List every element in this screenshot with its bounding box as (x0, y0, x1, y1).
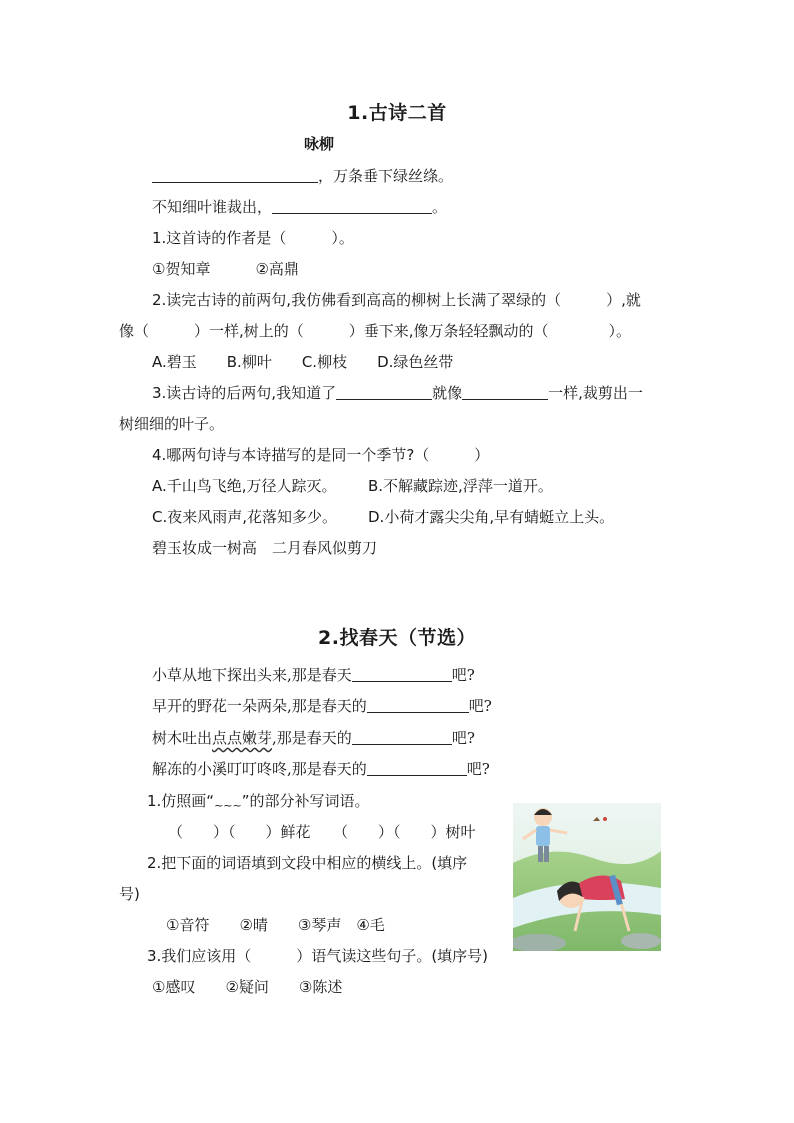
question-1-options: ①贺知章 ②高鼎 (152, 260, 299, 278)
question-2-line-2: 像（ ）一样,树上的（ ）垂下来,像万条轻轻飘动的（ ）。 (119, 322, 632, 340)
question-text: ”的部分补写词语。 (241, 792, 370, 810)
distant-flower (603, 817, 607, 821)
passage-text: 早开的野花一朵两朵,那是春天的 (152, 697, 367, 715)
answer-blank[interactable] (352, 666, 452, 682)
question-3-line-2: 树细细的叶子。 (119, 415, 225, 433)
passage-line-4 (152, 759, 490, 779)
wavy-underlined-text: 点点嫩芽 (212, 729, 273, 747)
answer-blank[interactable] (367, 697, 469, 713)
passage-text: 小草从地下探出头来,那是春天 (152, 666, 352, 684)
question-1: 1.这首诗的作者是（ ）。 (152, 229, 354, 247)
question-3-text: 一样,裁剪出一 (548, 384, 643, 402)
answer-blank[interactable] (352, 729, 452, 745)
passage-text: 吧? (451, 666, 475, 684)
passage-text: 解冻的小溪叮叮咚咚,那是春天的 (152, 760, 367, 778)
passage-text: 吧? (451, 729, 475, 747)
boy-shirt (536, 826, 550, 846)
poem-title: 咏柳 (304, 135, 335, 153)
section2-question-2-line-1: 2.把下面的词语填到文段中相应的横线上。(填序 (147, 854, 468, 872)
wavy-mark: ~~~ (214, 799, 242, 812)
passage-text: 树木吐出 (152, 729, 213, 747)
answer-blank[interactable] (462, 384, 548, 400)
answer-hint: 碧玉妆成一树高 二月春风似剪刀 (152, 539, 378, 557)
answer-blank[interactable] (152, 167, 318, 183)
section2-question-1-fill: （ ）（ ）鲜花 （ ）（ ）树叶 (168, 823, 476, 841)
question-4-option-d: D.小荷才露尖尖角,早有蜻蜓立上头。 (368, 508, 615, 526)
children-spring-illustration (513, 803, 661, 951)
passage-line-3 (152, 728, 475, 748)
passage-text: 吧? (468, 697, 492, 715)
question-2-line-1: 2.读完古诗的前两句,我仿佛看到高高的柳树上长满了翠绿的（ ）,就 (152, 291, 641, 309)
poem-line-1-text: ，万条垂下绿丝绦。 (318, 167, 454, 185)
passage-line-1 (152, 665, 475, 685)
poem-line-2-text: 不知细叶谁裁出， (152, 198, 273, 216)
section1-title: 1.古诗二首 (347, 102, 447, 124)
question-4-option-b: B.不解藏踪迹,浮萍一道开。 (368, 477, 553, 495)
section2-question-2-line-2: 号) (119, 885, 140, 903)
question-4: 4.哪两句诗与本诗描写的是同一个季节?（ ） (152, 446, 490, 464)
passage-line-2 (152, 696, 492, 716)
answer-blank[interactable] (336, 384, 432, 400)
boy-leg (538, 846, 543, 862)
question-4-option-a: A.千山鸟飞绝,万径人踪灭。 (152, 477, 337, 495)
section2-title: 2.找春天（节选） (318, 627, 476, 649)
answer-blank[interactable] (272, 198, 432, 214)
poem-line-2 (152, 197, 447, 217)
passage-text: 吧? (466, 760, 490, 778)
question-text: 1.仿照画“ (147, 792, 215, 810)
question-3-line-1 (152, 383, 643, 403)
section2-question-3-options: ①感叹 ②疑问 ③陈述 (152, 978, 343, 996)
question-2-options: A.碧玉 B.柳叶 C.柳枝 D.绿色丝带 (152, 353, 454, 371)
section2-question-3: 3.我们应该用（ ）语气读这些句子。(填序号) (147, 947, 489, 965)
question-4-option-c: C.夜来风雨声,花落知多少。 (152, 508, 338, 526)
poem-line-2-end: 。 (432, 198, 448, 216)
passage-text: ,那是春天的 (272, 729, 352, 747)
section2-question-2-options: ①音符 ②晴 ③琴声 ④毛 (166, 916, 385, 934)
section2-question-1 (147, 791, 370, 816)
boy-leg (544, 846, 549, 862)
rock (621, 933, 661, 949)
answer-blank[interactable] (367, 760, 467, 776)
question-3-text: 就像 (432, 384, 463, 402)
poem-line-1 (152, 166, 453, 186)
question-3-text: 3.读古诗的后两句,我知道了 (152, 384, 337, 402)
